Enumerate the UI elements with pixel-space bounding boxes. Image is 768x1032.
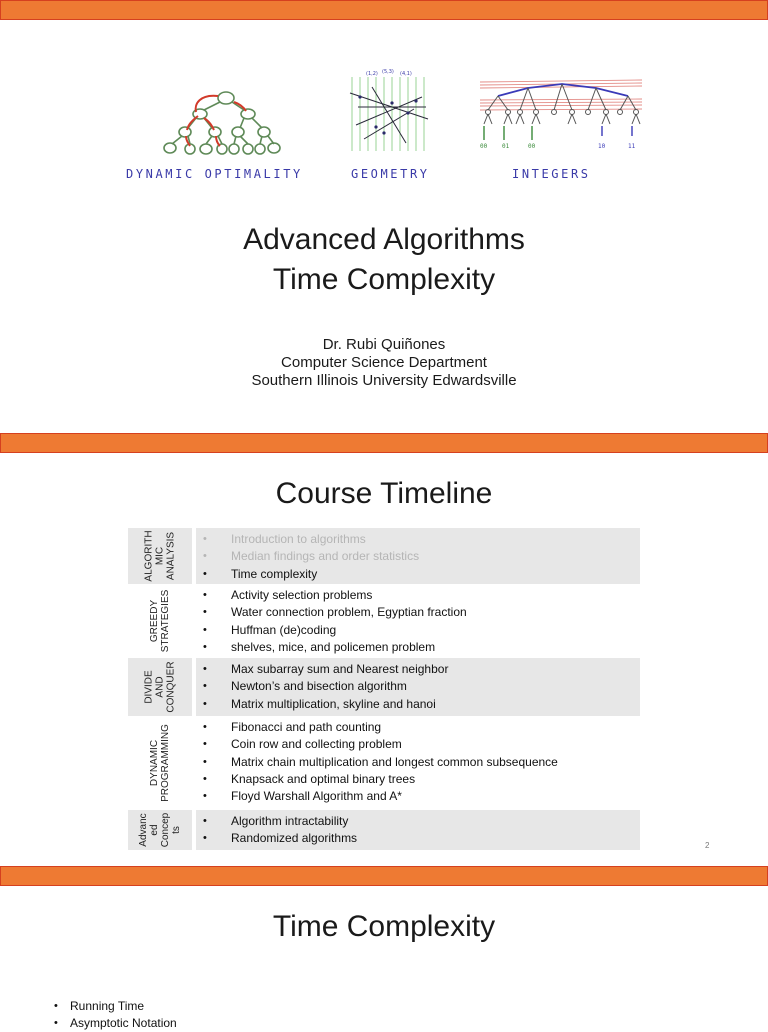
svg-text:11: 11 — [628, 143, 636, 150]
timeline-section-advanced-concepts — [128, 810, 640, 850]
svg-text:(5,3): (5,3) — [382, 69, 394, 75]
title-slide-heading-line2: Time Complexity — [272, 263, 496, 296]
section-category-label: ALGORITH MIC ANALYSIS — [143, 530, 177, 582]
section-category-cell — [128, 584, 194, 658]
section-category-label: DIVIDE AND CONQUER — [143, 661, 177, 713]
caption-geometry: GEOMETRY — [351, 167, 430, 181]
slide-header-bar-2 — [0, 433, 768, 453]
section-items — [196, 658, 640, 716]
timeline-item: • Huffman (de)coding — [196, 622, 640, 639]
svg-text:10: 10 — [598, 143, 606, 150]
timeline-section-greedy-strategies — [128, 584, 640, 658]
timeline-item: • Algorithm intractability — [196, 813, 640, 830]
svg-text:00: 00 — [528, 143, 536, 150]
course-timeline-table — [128, 528, 640, 850]
integers-figure — [478, 74, 644, 154]
slide-header-bar-1 — [0, 0, 768, 20]
section-items — [196, 584, 640, 658]
author-department: Computer Science Department — [281, 354, 487, 371]
dynamic-optimality-figure — [160, 86, 282, 160]
time-complexity-title: Time Complexity — [272, 910, 496, 943]
svg-text:(4,1): (4,1) — [400, 71, 412, 77]
timeline-item: • Fibonacci and path counting — [196, 719, 640, 736]
section-items — [196, 528, 640, 584]
slide-header-bar-3 — [0, 866, 768, 886]
svg-text:00: 00 — [480, 143, 488, 150]
author-name: Dr. Rubi Quiñones — [322, 336, 446, 353]
section-category-label: GREEDY STRATEGIES — [149, 589, 171, 653]
section-category-label: Advanc ed Concep ts — [138, 812, 182, 848]
timeline-item: • Water connection problem, Egyptian fraction — [196, 604, 640, 621]
section-category-cell — [128, 810, 194, 850]
timeline-item: • Max subarray sum and Nearest neighbor — [196, 661, 640, 678]
bullet-item: • Running Time — [54, 998, 144, 1015]
title-slide-heading-line1: Advanced Algorithms — [243, 223, 525, 256]
timeline-item: • Median findings and order statistics — [196, 548, 640, 565]
svg-text:01: 01 — [502, 143, 510, 150]
timeline-item: • Introduction to algorithms — [196, 531, 640, 548]
timeline-item: • Newton’s and bisection algorithm — [196, 678, 640, 695]
bullet-item: • Asymptotic Notation — [54, 1015, 177, 1032]
section-category-cell — [128, 658, 194, 716]
author-university: Southern Illinois University Edwardsville — [251, 372, 517, 389]
course-timeline-title: Course Timeline — [275, 477, 493, 510]
timeline-item: • Matrix multiplication, skyline and hanoi — [196, 696, 640, 713]
timeline-item: • Activity selection problems — [196, 587, 640, 604]
section-items — [196, 810, 640, 850]
geometry-figure — [346, 67, 434, 153]
timeline-section-dynamic-programming — [128, 716, 640, 810]
timeline-item: • Coin row and collecting problem — [196, 736, 640, 753]
caption-dynamic-optimality: DYNAMIC OPTIMALITY — [126, 167, 303, 181]
timeline-item: • Randomized algorithms — [196, 830, 640, 847]
timeline-item: • Knapsack and optimal binary trees — [196, 771, 640, 788]
section-category-label: DYNAMIC PROGRAMMING — [149, 724, 171, 802]
section-items — [196, 716, 640, 810]
caption-integers: INTEGERS — [512, 167, 591, 181]
timeline-item: • Matrix chain multiplication and longest common subsequence — [196, 754, 640, 771]
timeline-item: • Floyd Warshall Algorithm and A* — [196, 788, 640, 805]
section-category-cell — [128, 716, 194, 810]
page-number: 2 — [705, 841, 710, 850]
timeline-section-algorithmic-analysis — [128, 528, 640, 584]
timeline-item: • Time complexity — [196, 566, 640, 583]
timeline-item: • shelves, mice, and policemen problem — [196, 639, 640, 656]
timeline-section-divide-and-conquer — [128, 658, 640, 716]
svg-text:(1,2): (1,2) — [366, 71, 378, 77]
section-category-cell — [128, 528, 194, 584]
